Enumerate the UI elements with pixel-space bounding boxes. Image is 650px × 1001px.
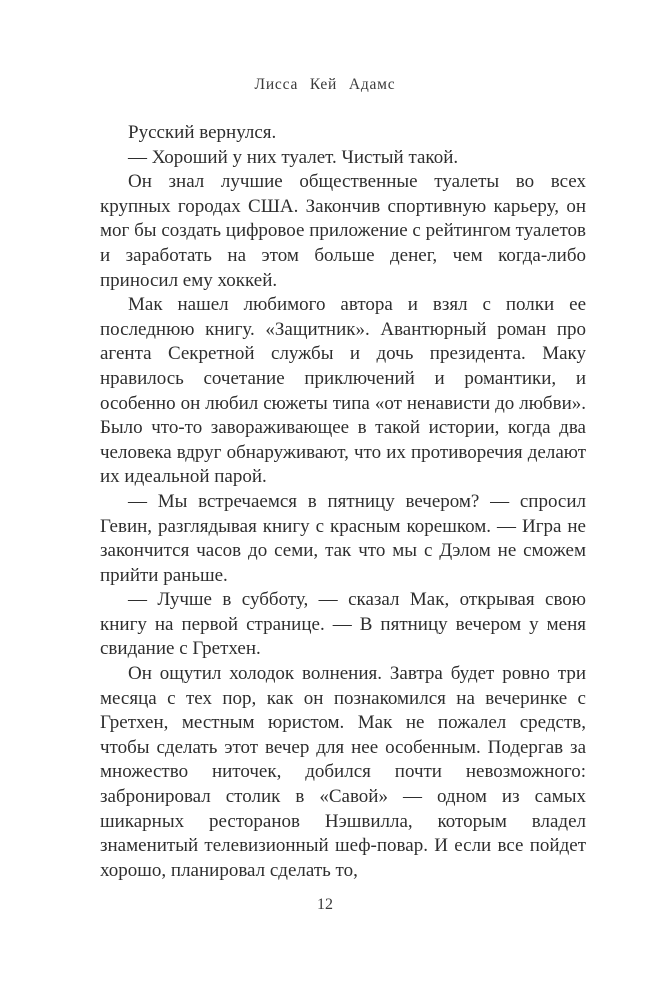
- paragraph: — Хороший у них туалет. Чистый такой.: [128, 146, 459, 168]
- paragraph: Мак нашел любимого автора и взял с полки ее последнюю книгу. «Защитник». Авантюрный роман про агента Секретной службы и дочь президента. Маку нравилось сочетание приключений и романтики, и особенно он любил сюжеты типа «от ненависти до любви». Было что-то завораживающее в такой истории, когда два человека вдруг обнаруживают, что их противоречия делают их идеальной парой.: [100, 294, 586, 488]
- paragraph: — Лучше в субботу, — сказал Мак, открывая свою книгу на первой странице. — В пятницу вечером у меня свидание с Гретхен.: [100, 589, 586, 660]
- paragraph: Русский вернулся.: [128, 122, 277, 143]
- body-text: [100, 121, 586, 883]
- page-number: 12: [317, 896, 333, 913]
- paragraph: Он знал лучшие общественные туалеты во всех крупных городах США. Закончив спортивную карьеру, он мог бы создать цифровое приложение с рейтингом туалетов и заработать на этом больше денег, чем когда-либо приносил ему хоккей.: [100, 171, 586, 291]
- running-header-author: Лисса Кей Адамс: [254, 76, 396, 93]
- paragraph: — Мы встречаемся в пятницу вечером? — спросил Гевин, разглядывая книгу с красным корешком. — Игра не закончится часов до семи, так что мы с Дэлом не сможем прийти раньше.: [100, 490, 586, 586]
- paragraph: Он ощутил холодок волнения. Завтра будет ровно три месяца с тех пор, как он познакомился на вечеринке с Гретхен, местным юристом. Мак не пожалел средств, чтобы сделать этот вечер для нее особенным. Подергав за множество ниточек, добился почти невозможного: забронировал столик в «Савой» — одном из самых шикарных ресторанов Нэшвилла, которым владел знаменитый телевизионный шеф-повар. И если все пойдет хорошо, планировал сделать то,: [100, 663, 586, 881]
